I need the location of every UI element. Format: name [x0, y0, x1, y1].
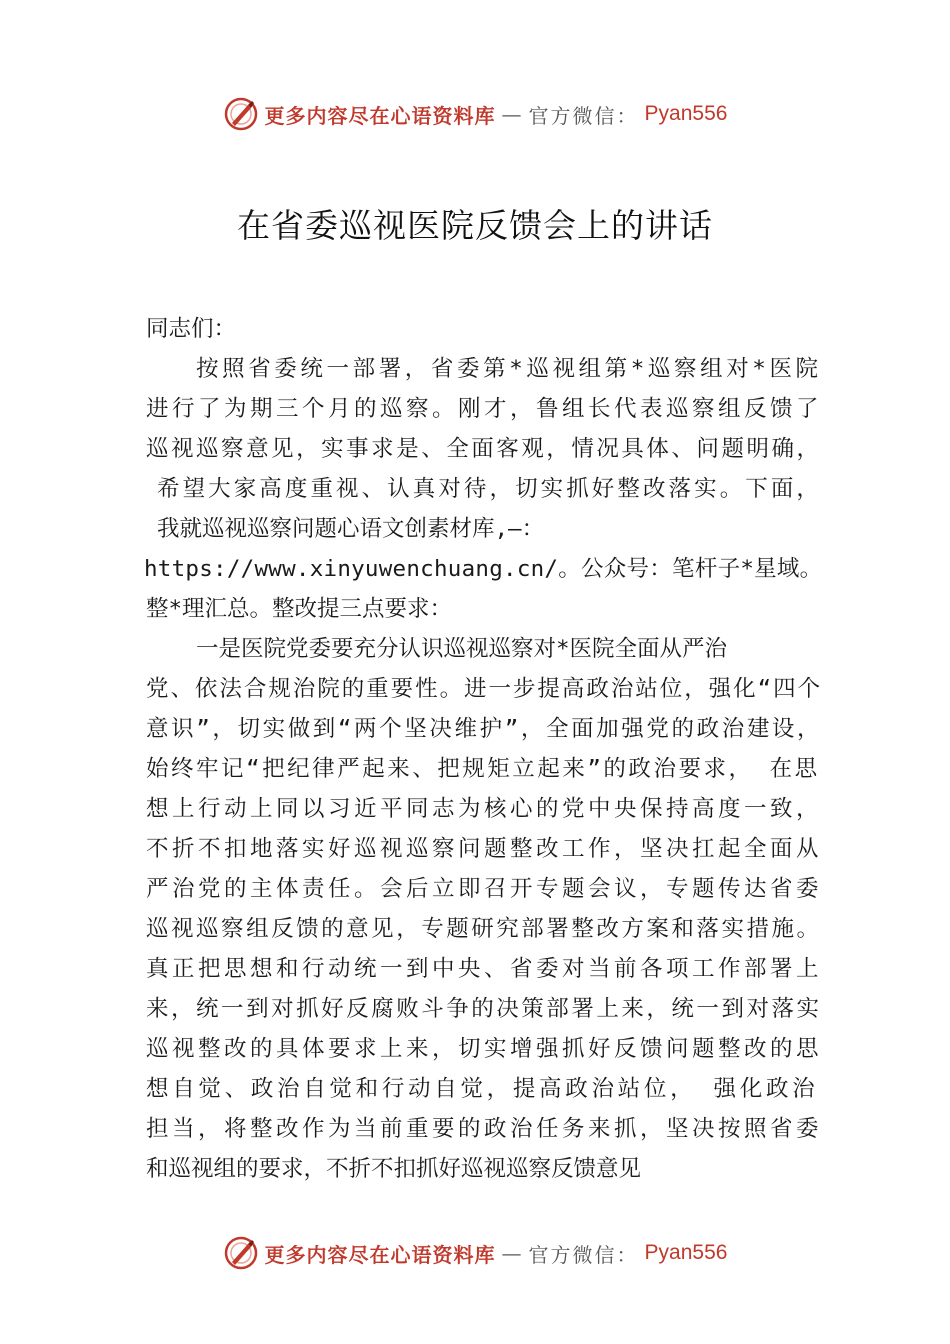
- body-line: 和巡视组的要求，不折不扣抓好巡视巡察反馈意见: [146, 1156, 642, 1182]
- body-line: 一是医院党委要充分认识巡视巡察对*医院全面从严治: [196, 636, 728, 662]
- banner-wechat-id: Pyan556: [644, 1241, 728, 1264]
- body-line: 不折不扣地落实好巡视巡察问题整改工作，坚决扛起全面从: [146, 836, 823, 862]
- body-line-url: https://www.xinyuwenchuang.cn/。公众号：笔杆子*星域。: [144, 556, 823, 582]
- body-line: 想上行动上同以习近平同志为核心的党中央保持高度一致，: [146, 796, 823, 822]
- body-line: 巡视巡察意见，实事求是、全面客观，情况具体、问题明确，: [146, 436, 822, 462]
- banner-text: 更多内容尽在心语资料库: [264, 103, 496, 128]
- header-banner: [0, 94, 950, 134]
- body-line: 巡视巡察组反馈的意见，专题研究部署整改方案和落实措施。: [146, 916, 822, 942]
- banner-wechat-label: 官方微信：: [528, 103, 639, 128]
- footer-banner: [0, 1233, 950, 1273]
- body-line: 严治党的主体责任。会后立即召开专题会议，专题传达省委: [146, 876, 823, 902]
- salutation-line: 同志们：: [146, 316, 237, 342]
- body-line: 希望大家高度重视、认真对待，切实抓好整改落实。下面，: [157, 476, 823, 502]
- banner-separator: —: [501, 102, 523, 126]
- body-line: 意识”，切实做到“两个坚决维护”，全面加强党的政治建设，: [146, 716, 823, 742]
- body-line: 整*理汇总。整改提三点要求：: [146, 596, 453, 622]
- banner-separator: —: [501, 1241, 523, 1265]
- body-line: 按照省委统一部署，省委第*巡视组第*巡察组对*医院: [196, 356, 822, 382]
- body-line: 巡视整改的具体要求上来，切实增强抓好反馈问题整改的思: [146, 1036, 823, 1062]
- body-line: 党、依法合规治院的重要性。进一步提高政治站位，强化“四个: [146, 676, 823, 702]
- body-line: 担当，将整改作为当前重要的政治任务来抓，坚决按照省委: [146, 1116, 823, 1142]
- body-line: 始终牢记“把纪律严起来、把规矩立起来”的政治要求， 在思: [146, 756, 820, 782]
- body-line: 真正把思想和行动统一到中央、省委对当前各项工作部署上: [146, 956, 823, 982]
- pen-circle-logo-icon: [223, 1235, 259, 1271]
- banner-wechat-label: 官方微信：: [528, 1242, 639, 1267]
- banner-wechat-id: Pyan556: [644, 102, 728, 125]
- body-line: 来，统一到对抓好反腐败斗争的决策部署上来，统一到对落实: [146, 996, 822, 1022]
- body-line: 我就巡视巡察问题心语文创素材库,—：: [157, 516, 545, 542]
- banner-text: 更多内容尽在心语资料库: [264, 1242, 496, 1267]
- body-line: 进行了为期三个月的巡察。刚才，鲁组长代表巡察组反馈了: [146, 396, 823, 422]
- body-line: 想自觉、政治自觉和行动自觉，提高政治站位， 强化政治: [146, 1076, 819, 1102]
- pen-circle-logo-icon: [223, 96, 259, 132]
- document-title: 在省委巡视医院反馈会上的讲话: [237, 206, 713, 245]
